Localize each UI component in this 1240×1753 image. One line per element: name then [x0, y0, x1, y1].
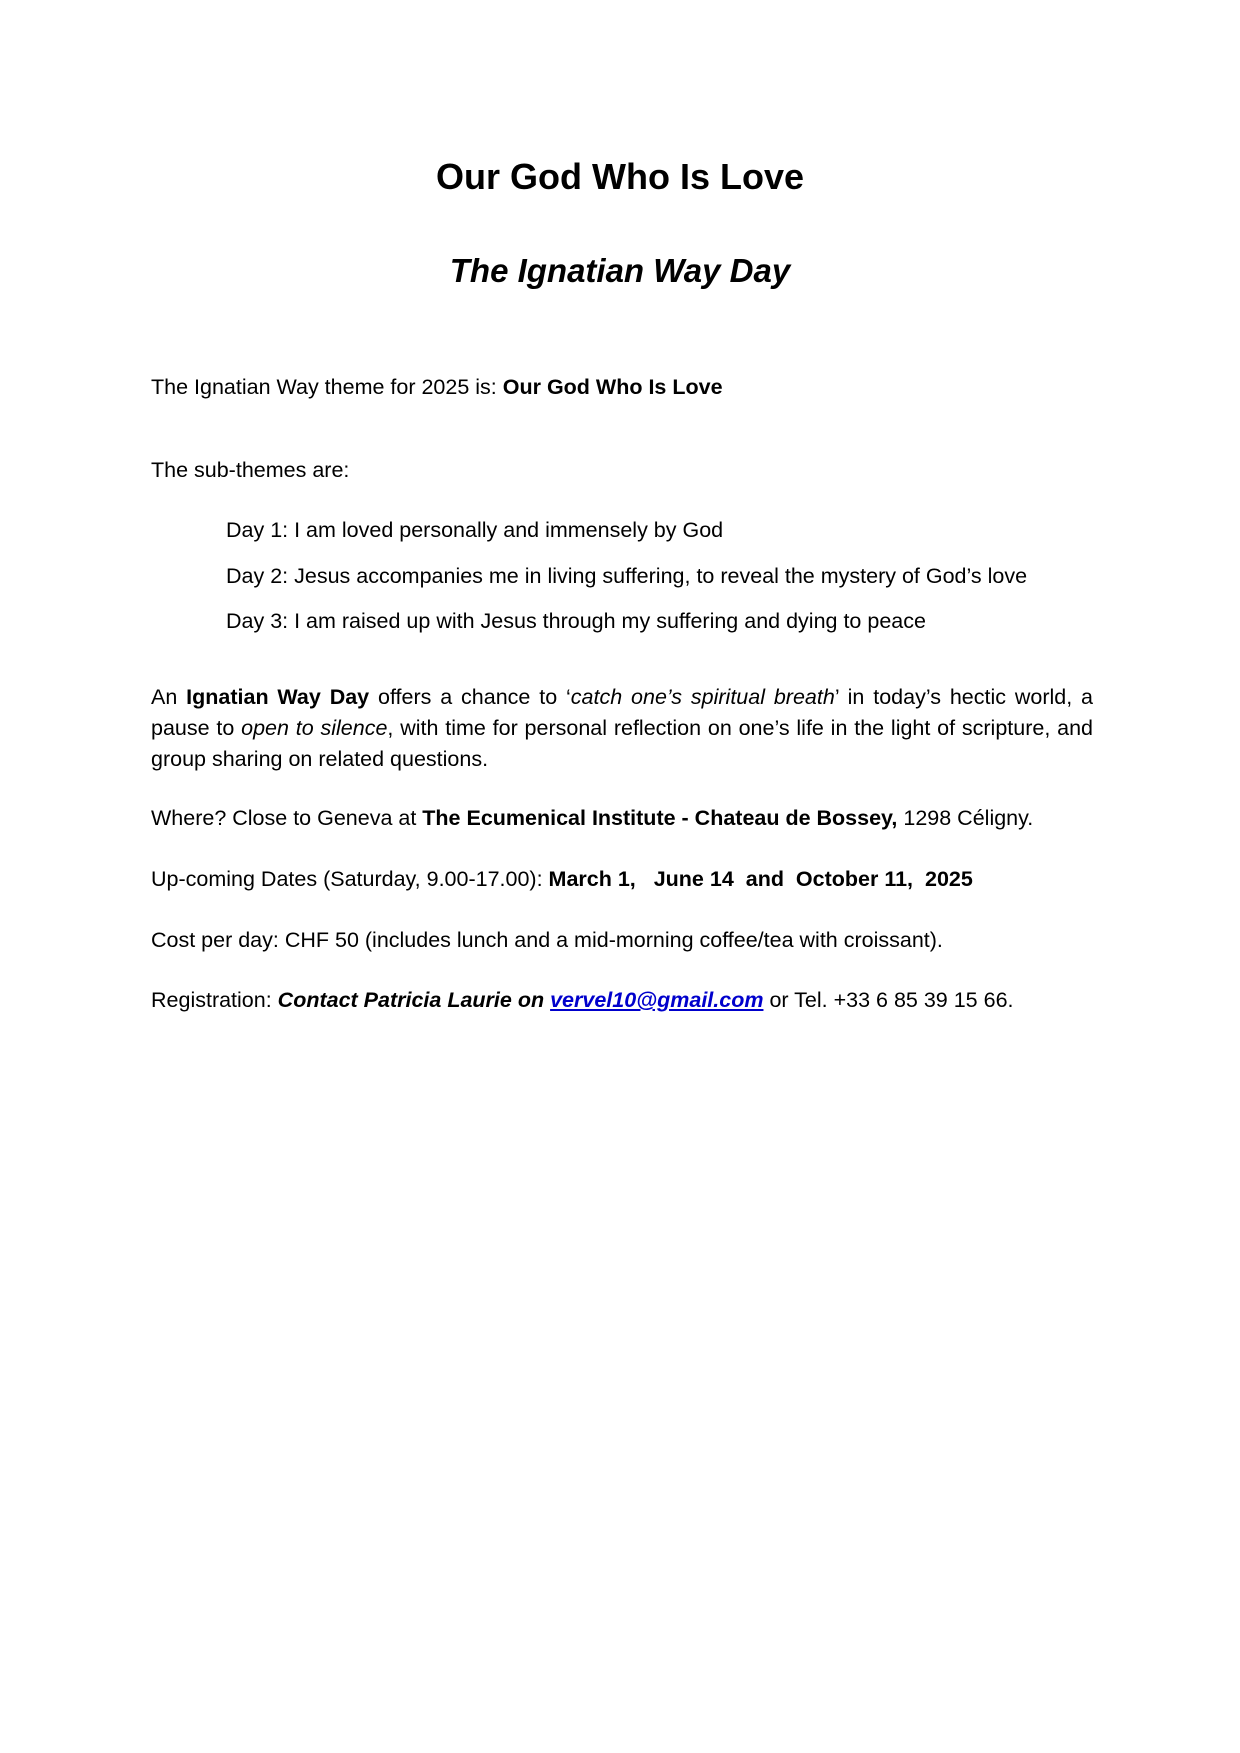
- dates-line: [151, 864, 1093, 895]
- date-october: October 11,: [795, 867, 914, 891]
- registration-contact: Contact Patricia Laurie on: [277, 988, 551, 1012]
- theme-prefix: The Ignatian Way theme for 2025 is:: [151, 375, 503, 399]
- where-suffix: 1298 Céligny.: [897, 806, 1034, 830]
- registration-line: [151, 985, 1093, 1016]
- date-june: June 14: [653, 867, 734, 891]
- dates-year: 2025: [924, 867, 973, 891]
- dates-prefix: Up-coming Dates (Saturday, 9.00-17.00):: [151, 867, 549, 891]
- description-text-2: offers a chance to ‘: [369, 685, 571, 709]
- page-title: Our God Who Is Love: [436, 156, 804, 197]
- description-text-3: ’ in today’s hectic world, a pause to: [151, 685, 1093, 740]
- registration-prefix: Registration:: [151, 988, 278, 1012]
- where-line: [151, 803, 1093, 834]
- description-italic-phrase-2: open to silence: [241, 716, 388, 740]
- subtheme-day-2: Day 2: Jesus accompanies me in living suffering, to reveal the mystery of God’s love: [226, 564, 1028, 588]
- where-venue: The Ecumenical Institute - Chateau de Bossey,: [422, 806, 898, 830]
- subthemes-intro: The sub-themes are:: [151, 458, 350, 482]
- where-prefix: Where? Close to Geneva at: [151, 806, 423, 830]
- date-march: March 1,: [548, 867, 636, 891]
- description-paragraph: [151, 682, 1093, 775]
- description-text-1: An: [151, 685, 187, 709]
- registration-suffix: or Tel. +33 6 85 39 15 66.: [763, 988, 1014, 1012]
- email-link[interactable]: vervel10@gmail.com: [550, 988, 764, 1012]
- page-subtitle: The Ignatian Way Day: [449, 252, 791, 289]
- subtheme-day-3: Day 3: I am raised up with Jesus through my suffering and dying to peace: [226, 609, 926, 633]
- dates-and: and: [745, 867, 784, 891]
- description-italic-phrase-1: catch one’s spiritual breath: [570, 685, 835, 709]
- description-text-4: , with time for personal reflection on one’s life in the light of scripture, and group sharing on related questions.: [151, 716, 1093, 771]
- subtheme-day-1: Day 1: I am loved personally and immensely by God: [226, 518, 724, 542]
- cost-line: Cost per day: CHF 50 (includes lunch and a mid-morning coffee/tea with croissant).: [151, 928, 943, 952]
- description-bold-term: Ignatian Way Day: [186, 685, 370, 709]
- theme-line: [151, 372, 1093, 403]
- theme-name: Our God Who Is Love: [502, 375, 723, 399]
